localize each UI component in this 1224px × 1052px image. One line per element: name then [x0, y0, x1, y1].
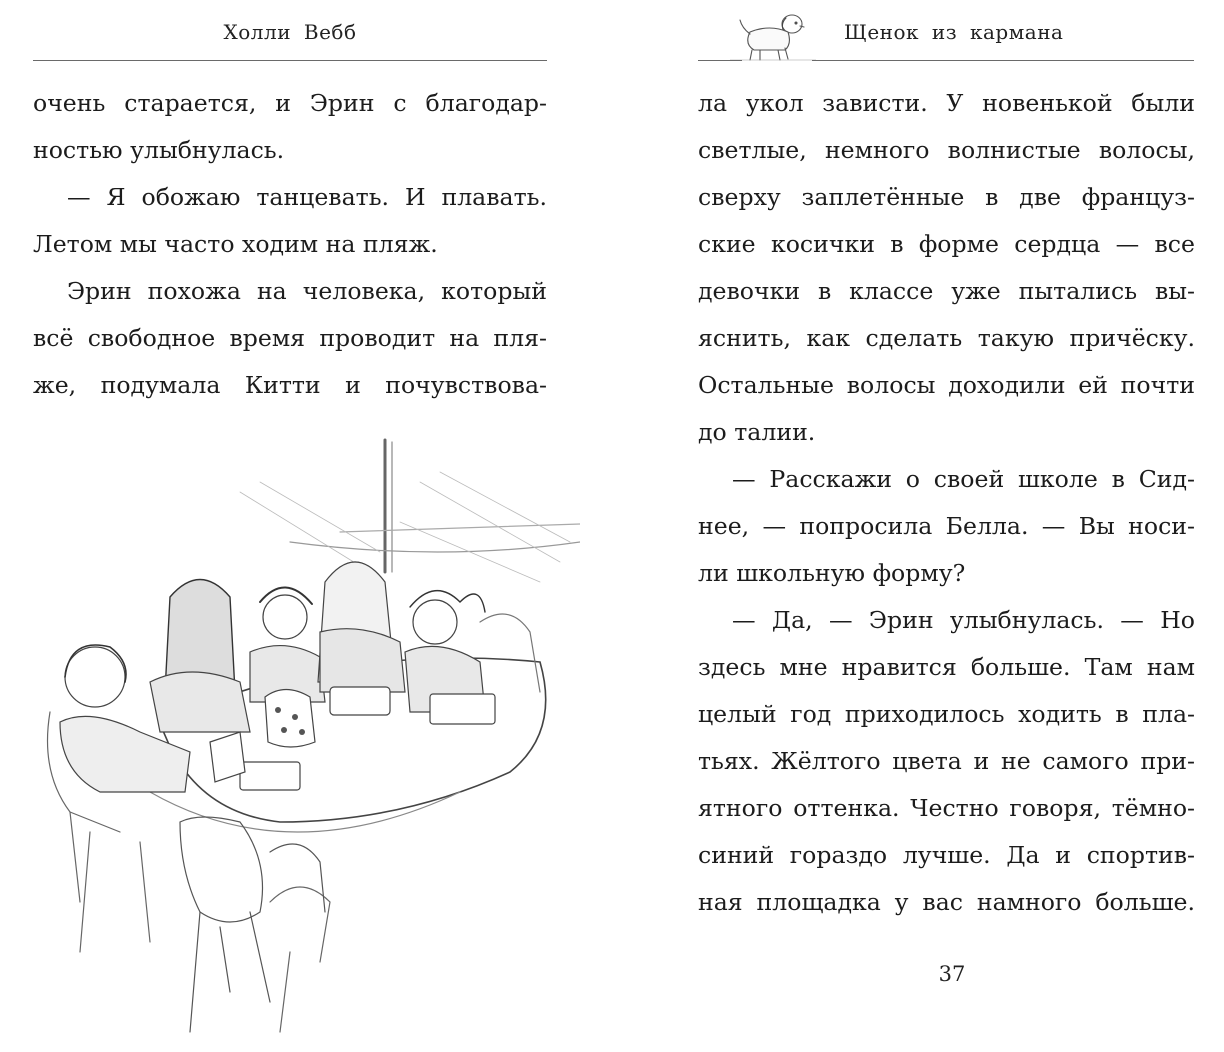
text-line: Летом мы часто ходим на пляж.: [33, 230, 438, 258]
text-line: ностью улыбнулась.: [33, 136, 285, 164]
header-rule: [33, 60, 547, 61]
text-line: Остальные волосы доходили ей почти: [698, 371, 1195, 399]
text-line: — Да, — Эрин улыбнулась. — Но: [732, 606, 1195, 634]
text-line: сверху заплетённые в две француз-: [698, 183, 1195, 211]
text-line: тьях. Жёлтого цвета и не самого при-: [698, 747, 1195, 775]
text-line: ятного оттенка. Честно говоря, тёмно-: [698, 794, 1195, 822]
puppy-icon: [730, 10, 816, 64]
text-line: синий гораздо лучше. Да и спортив-: [698, 841, 1195, 869]
lunch-table-illustration: [40, 432, 580, 1044]
header-rule: [812, 60, 1194, 61]
text-line: здесь мне нравится больше. Там нам: [698, 653, 1195, 681]
text-line: светлые, немного волнистые волосы,: [698, 136, 1195, 164]
text-line: ли школьную форму?: [698, 559, 966, 587]
text-line: нее, — попросила Белла. — Вы носи-: [698, 512, 1195, 540]
text-line: — Я обожаю танцевать. И плавать.: [67, 183, 547, 211]
left-text-block: [33, 80, 547, 409]
running-head-author: Холли Вебб: [223, 20, 357, 44]
text-line: Эрин похожа на человека, который: [67, 277, 547, 305]
text-line: девочки в классе уже пытались вы-: [698, 277, 1195, 305]
text-line: же, подумала Китти и почувствова-: [33, 371, 547, 399]
right-text-block: [698, 80, 1195, 926]
text-line: целый год приходилось ходить в пла-: [698, 700, 1195, 728]
text-line: до талии.: [698, 418, 816, 446]
running-head-title: Щенок из кармана: [844, 20, 1064, 44]
text-line: очень старается, и Эрин с благодар-: [33, 89, 547, 117]
page-number: 37: [938, 962, 966, 986]
text-line: ские косички в форме сердца — все: [698, 230, 1195, 258]
text-line: всё свободное время проводит на пля-: [33, 324, 547, 352]
right-page: [612, 0, 1224, 1052]
text-line: ная площадка у вас намного больше.: [698, 888, 1195, 916]
text-line: — Расскажи о своей школе в Сид-: [732, 465, 1195, 493]
text-line: яснить, как сделать такую причёску.: [698, 324, 1195, 352]
header-rule: [698, 60, 742, 61]
text-line: ла укол зависти. У новенькой были: [698, 89, 1195, 117]
